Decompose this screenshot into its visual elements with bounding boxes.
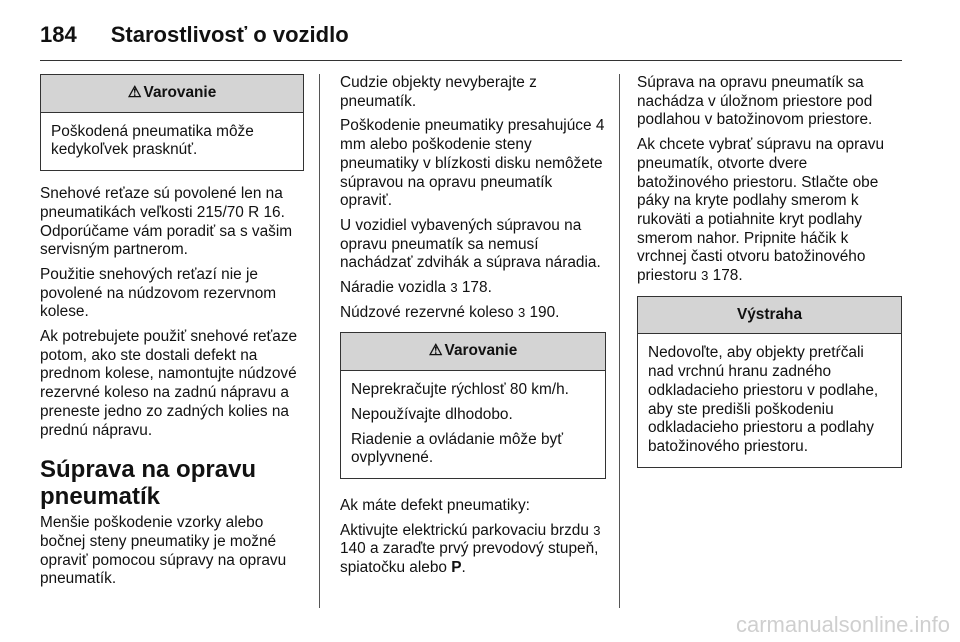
page-number: 184 <box>40 22 77 47</box>
caution-title: Výstraha <box>638 297 901 335</box>
paragraph: Použitie snehových reťazí nie je povolené na núdzovom rezervnom kolese. <box>40 265 277 321</box>
page-title: Starostlivosť o vozidlo <box>110 22 349 47</box>
paragraph: Súprava na opravu pneumatík sa nachádza v úložnom priestore pod podlahou v batožinovom priestore. <box>637 74 873 129</box>
section-heading: Súprava na opravu pneumatík <box>40 456 257 511</box>
paragraph: Aktivujte elektrickú parkovaciu brzdu 3 140 a zaraďte prvý prevodový stupeň, spiatočku alebo P. <box>340 521 601 577</box>
reference-arrow-icon: 3 <box>593 522 601 538</box>
caution-box <box>637 296 902 468</box>
paragraph: Cudzie objekty nevyberajte z pneumatík. <box>340 74 537 110</box>
warning-line: Nepoužívajte dlhodobo. <box>351 405 513 423</box>
page-link[interactable]: 190 <box>529 303 556 321</box>
column-divider <box>319 74 320 608</box>
warning-box <box>340 332 606 479</box>
paragraph: Ak máte defekt pneumatiky: <box>340 496 530 514</box>
reference-arrow-icon: 3 <box>701 268 709 284</box>
reference-line: Núdzové rezervné koleso 3 190. <box>340 303 560 321</box>
warning-line: Neprekračujte rýchlosť 80 km/h. <box>351 381 569 399</box>
page-link[interactable]: 178 <box>712 267 739 285</box>
paragraph: Snehové reťaze sú povolené len na pneumatikách veľkosti 215/70 R 16. Odporúčame vám poradiť sa s vašim servisným partnerom. <box>40 185 293 259</box>
warning-line: Riadenie a ovládanie môže byť ovplyvnené. <box>351 430 563 467</box>
reference-line: Náradie vozidla 3 178. <box>340 279 492 297</box>
page-link[interactable]: 140 <box>340 540 366 558</box>
column-1 <box>40 74 304 595</box>
paragraph: Menšie poškodenie vzorky alebo bočnej steny pneumatiky je možné opraviť pomocou súpravy na opravu pneumatík. <box>40 514 287 588</box>
reference-arrow-icon: 3 <box>517 304 526 320</box>
warning-triangle-icon: ⚠ <box>428 342 443 360</box>
paragraph: Ak chcete vybrať súpravu na opravu pneumatík, otvorte dvere batožinového priestoru. Stlačte obe páky na kryte podlahy smerom k rukoväti a potiahnite kryt podlahy smerom nahor. Pripnite háčik k vrchnej časti otvoru batožinového priestoru 3 178. <box>637 136 885 285</box>
header-rule <box>40 60 902 61</box>
warning-triangle-icon: ⚠ <box>127 84 142 101</box>
page-header <box>40 22 349 48</box>
warning-box <box>40 74 304 171</box>
paragraph: Poškodenie pneumatiky presahujúce 4 mm alebo poškodenie steny pneumatiky v blízkosti disku nemôžete súpravou na opravu pneumatík opraviť. <box>340 117 605 210</box>
column-3 <box>637 74 902 482</box>
column-2 <box>340 74 606 584</box>
page-link[interactable]: 178 <box>461 279 488 297</box>
caution-text: Nedovoľte, aby objekty pretŕčali nad vrchnú hranu zadného odkladacieho priestoru v podlahe, aby ste predišli poškodeniu odkladacieho priestoru a podlahy batožinového priestoru. <box>648 344 879 455</box>
warning-title: Varovanie <box>143 84 217 101</box>
paragraph: Ak potrebujete použiť snehové reťaze potom, ako ste dostali defekt na prednom kolese, namontujte núdzové rezervné koleso na zadnú nápravu a preneste jedno zo zadných kolies na prednú nápravu. <box>40 328 298 439</box>
column-divider <box>619 74 620 608</box>
reference-arrow-icon: 3 <box>450 280 458 296</box>
watermark: carmanualsonline.info <box>735 612 950 637</box>
warning-title: Varovanie <box>444 342 518 360</box>
paragraph: U vozidiel vybavených súpravou na opravu pneumatík sa nemusí nachádzať zdvihák a súprava náradia. <box>340 216 601 272</box>
warning-text: Poškodená pneumatika môže kedykoľvek prasknúť. <box>51 122 254 159</box>
